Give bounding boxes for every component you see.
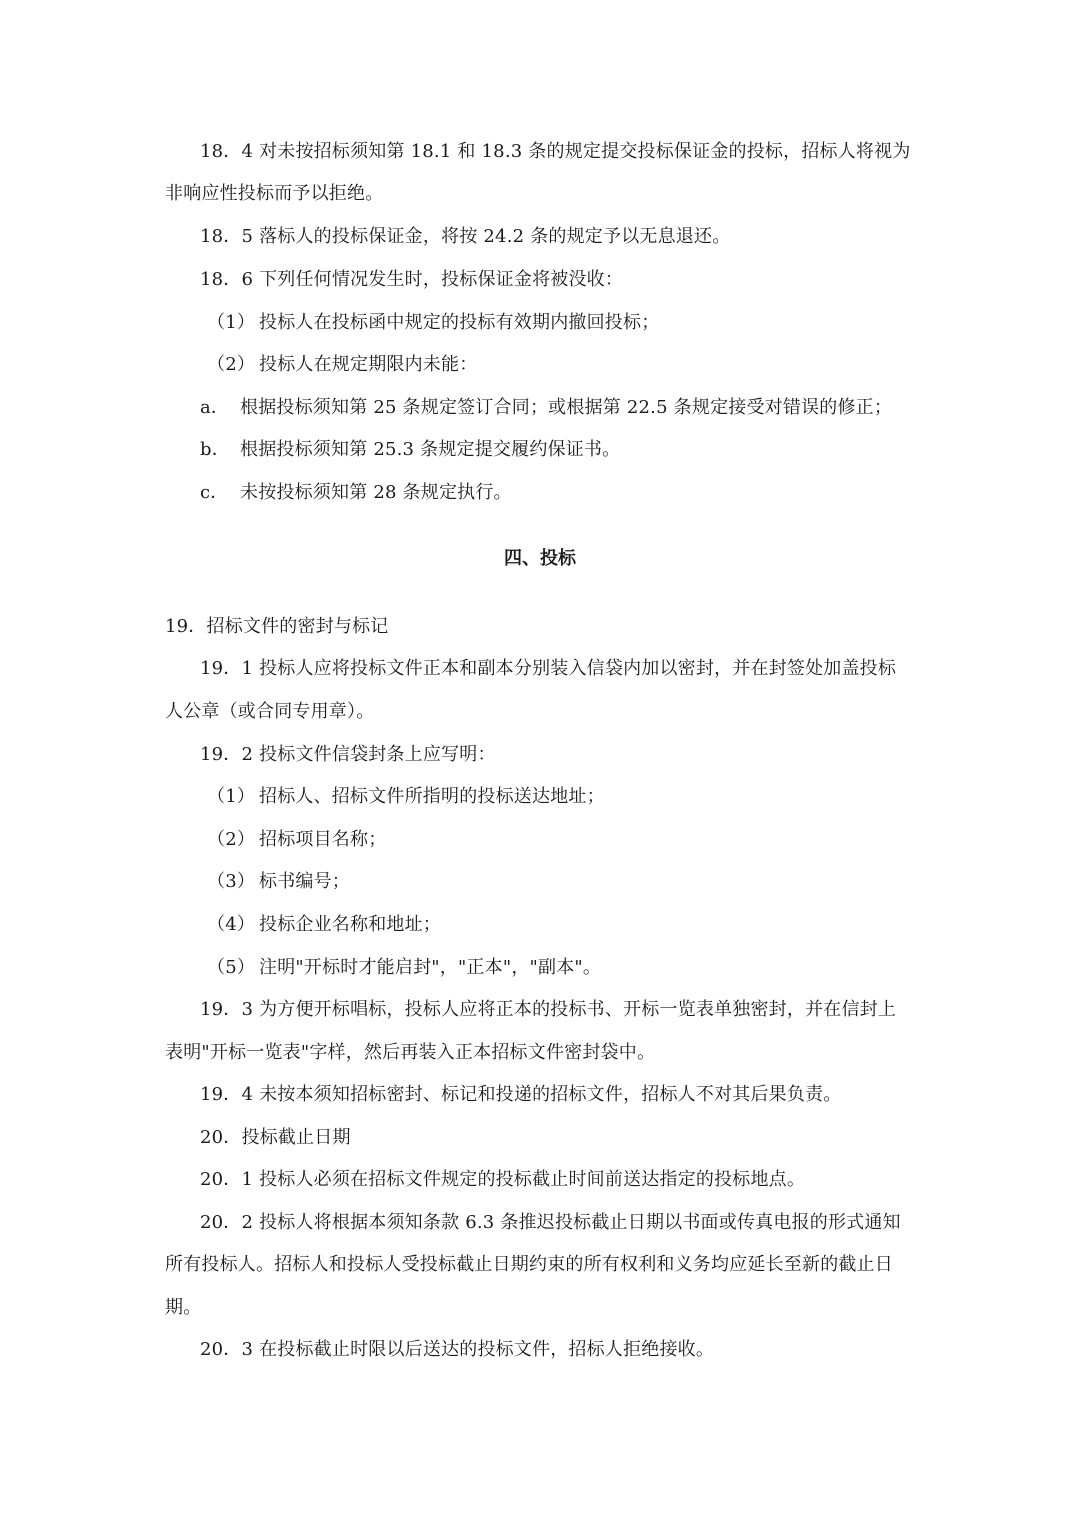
list-item (207, 310, 1080, 336)
clause-19-2: 19．2 投标文件信袋封条上应写明： (200, 744, 496, 765)
clause-19-4: 19．4 未按本须知招标密封、标记和投递的招标文件，招标人不对其后果负责。 (200, 1084, 842, 1105)
clause-20-title: 20．投标截止日期 (200, 1127, 351, 1148)
list-item-text: 标书编号； (259, 871, 350, 892)
clause-20-2-line2: 所有投标人。招标人和投标人受投标截止日期约束的所有权利和义务均应延长至新的截止日 (165, 1254, 893, 1275)
clause-18-4-line2: 非响应性投标而予以拒绝。 (165, 183, 384, 204)
list-item-text: 招标人、招标文件所指明的投标送达地址； (259, 786, 605, 807)
list-item-text: 投标人在规定期限内未能： (259, 354, 478, 375)
list-item-label: （1） (207, 312, 256, 333)
sub-item-label: b． (200, 439, 230, 460)
list-item-label: （2） (207, 354, 256, 375)
sub-item (200, 437, 1080, 463)
list-item (207, 352, 1080, 378)
list-item-text: 投标企业名称和地址； (259, 914, 441, 935)
clause-19-1-line2: 人公章（或合同专用章）。 (165, 701, 375, 722)
list-item-label: （1） (207, 786, 256, 807)
clause-18-5: 18．5 落标人的投标保证金，将按 24.2 条的规定予以无息退还。 (200, 226, 731, 247)
clause-20-1: 20．1 投标人必须在招标文件规定的投标截止时间前送达指定的投标地点。 (200, 1169, 806, 1190)
sub-item-label: a． (200, 397, 230, 418)
list-item (207, 784, 1080, 810)
list-item-label: （5） (207, 957, 256, 978)
section-heading: 四、投标 (504, 548, 576, 569)
list-item-text: 注明"开标时才能启封"，"正本"，"副本"。 (259, 957, 602, 978)
list-item-label: （4） (207, 914, 256, 935)
clause-19-3-line2: 表明"开标一览表"字样，然后再装入正本招标文件密封袋中。 (165, 1042, 656, 1063)
list-item-label: （3） (207, 871, 256, 892)
list-item (207, 827, 1080, 853)
list-item-label: （2） (207, 829, 256, 850)
sub-item-text: 未按投标须知第 28 条规定执行。 (240, 482, 512, 503)
list-item (207, 955, 1080, 981)
clause-20-2-line3: 期。 (165, 1297, 202, 1318)
sub-item (200, 395, 1080, 421)
sub-item-text: 根据投标须知第 25 条规定签订合同；或根据第 22.5 条规定接受对错误的修正； (240, 397, 893, 418)
list-item (207, 869, 1080, 895)
clause-20-2-line1: 20．2 投标人将根据本须知条款 6.3 条推迟投标截止日期以书面或传真电报的形式通知 (200, 1212, 901, 1233)
list-item-text: 投标人在投标函中规定的投标有效期内撤回投标； (259, 312, 660, 333)
sub-item-text: 根据投标须知第 25.3 条规定提交履约保证书。 (240, 439, 621, 460)
clause-18-4-line1: 18．4 对未按招标须知第 18.1 和 18.3 条的规定提交投标保证金的投标，招标人将视为 (200, 141, 911, 162)
clause-19-1-line1: 19．1 投标人应将投标文件正本和副本分别装入信袋内加以密封，并在封签处加盖投标 (200, 658, 897, 679)
clause-20-3: 20．3 在投标截止时限以后送达的投标文件，招标人拒绝接收。 (200, 1339, 715, 1360)
clause-19-3-line1: 19．3 为方便开标唱标，投标人应将正本的投标书、开标一览表单独密封，并在信封上 (200, 999, 897, 1020)
list-item (207, 912, 1080, 938)
clause-18-6: 18．6 下列任何情况发生时，投标保证金将被没收： (200, 269, 624, 290)
list-item-text: 招标项目名称； (259, 829, 387, 850)
clause-19-title: 19．招标文件的密封与标记 (165, 616, 389, 637)
sub-item (200, 480, 1080, 506)
sub-item-label: c． (200, 482, 229, 503)
